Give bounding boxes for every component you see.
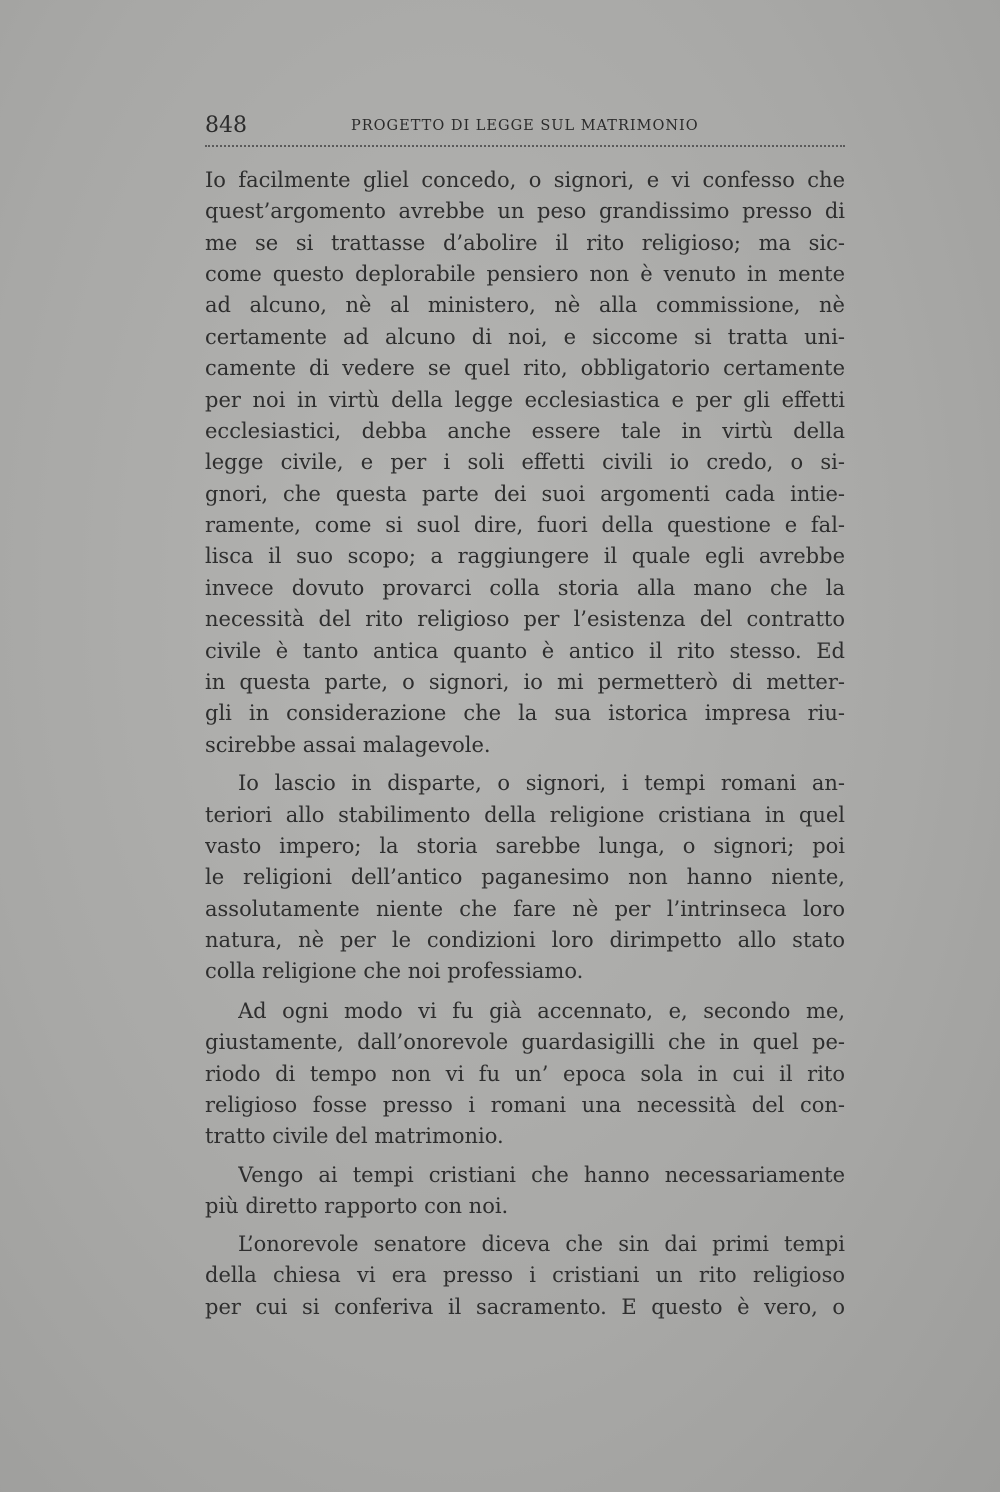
text-line: necessità del rito religioso per l’esistenza del contratto xyxy=(205,607,845,631)
text-line: scirebbe assai malagevole. xyxy=(205,733,491,757)
text-line: le religioni dell’antico paganesimo non hanno niente, xyxy=(205,865,845,889)
text-line: più diretto rapporto con noi. xyxy=(205,1194,509,1218)
page-number: 848 xyxy=(205,113,247,138)
text-line: ecclesiastici, debba anche essere tale in virtù della xyxy=(205,419,845,443)
text-line: Ad ogni modo vi fu già accennato, e, secondo me, xyxy=(238,999,845,1023)
text-line: colla religione che noi professiamo. xyxy=(205,959,584,983)
text-line: legge civile, e per i soli effetti civili io credo, o si- xyxy=(205,450,845,474)
text-line: civile è tanto antica quanto è antico il rito stesso. Ed xyxy=(205,639,845,663)
text-line: religioso fosse presso i romani una necessità del con- xyxy=(205,1093,845,1117)
text-line: Vengo ai tempi cristiani che hanno necessariamente xyxy=(238,1163,845,1187)
text-line: in questa parte, o signori, io mi permetterò di metter- xyxy=(205,670,845,694)
text-line: ad alcuno, nè al ministero, nè alla commissione, nè xyxy=(205,293,845,317)
text-line: teriori allo stabilimento della religione cristiana in quel xyxy=(205,803,845,827)
text-line: invece dovuto provarci colla storia alla mano che la xyxy=(205,576,845,600)
text-line: natura, nè per le condizioni loro dirimpetto allo stato xyxy=(205,928,845,952)
text-line: per noi in virtù della legge ecclesiastica e per gli effetti xyxy=(205,388,845,412)
running-title: PROGETTO DI LEGGE SUL MATRIMONIO xyxy=(351,118,699,134)
text-line: Io lascio in disparte, o signori, i tempi romani an- xyxy=(238,771,845,795)
text-line: camente di vedere se quel rito, obbligatorio certamente xyxy=(205,356,845,380)
text-line: ramente, come si suol dire, fuori della questione e fal- xyxy=(205,513,845,537)
text-line: giustamente, dall’onorevole guardasigilli che in quel pe- xyxy=(205,1030,845,1054)
text-line: quest’argomento avrebbe un peso grandissimo presso di xyxy=(205,199,845,223)
text-line: riodo di tempo non vi fu un’ epoca sola in cui il rito xyxy=(205,1062,845,1086)
text-line: come questo deplorabile pensiero non è venuto in mente xyxy=(205,262,845,286)
text-line: me se si trattasse d’abolire il rito religioso; ma sic- xyxy=(205,231,845,255)
text-line: tratto civile del matrimonio. xyxy=(205,1124,504,1148)
text-line: lisca il suo scopo; a raggiungere il quale egli avrebbe xyxy=(205,544,845,568)
text-line: della chiesa vi era presso i cristiani un rito religioso xyxy=(205,1263,845,1287)
text-line: Io facilmente gliel concedo, o signori, e vi confesso che xyxy=(205,168,845,192)
text-line: gnori, che questa parte dei suoi argomenti cada intie- xyxy=(205,482,845,506)
header-rule xyxy=(205,145,845,147)
text-line: gli in considerazione che la sua istorica impresa riu- xyxy=(205,701,845,725)
text-line: assolutamente niente che fare nè per l’intrinseca loro xyxy=(205,897,845,921)
page-header xyxy=(205,113,845,145)
text-line: certamente ad alcuno di noi, e siccome si tratta uni- xyxy=(205,325,845,349)
text-line: vasto impero; la storia sarebbe lunga, o signori; poi xyxy=(205,834,845,858)
text-line: L’onorevole senatore diceva che sin dai primi tempi xyxy=(238,1232,845,1256)
text-line: per cui si conferiva il sacramento. E questo è vero, o xyxy=(205,1295,845,1319)
